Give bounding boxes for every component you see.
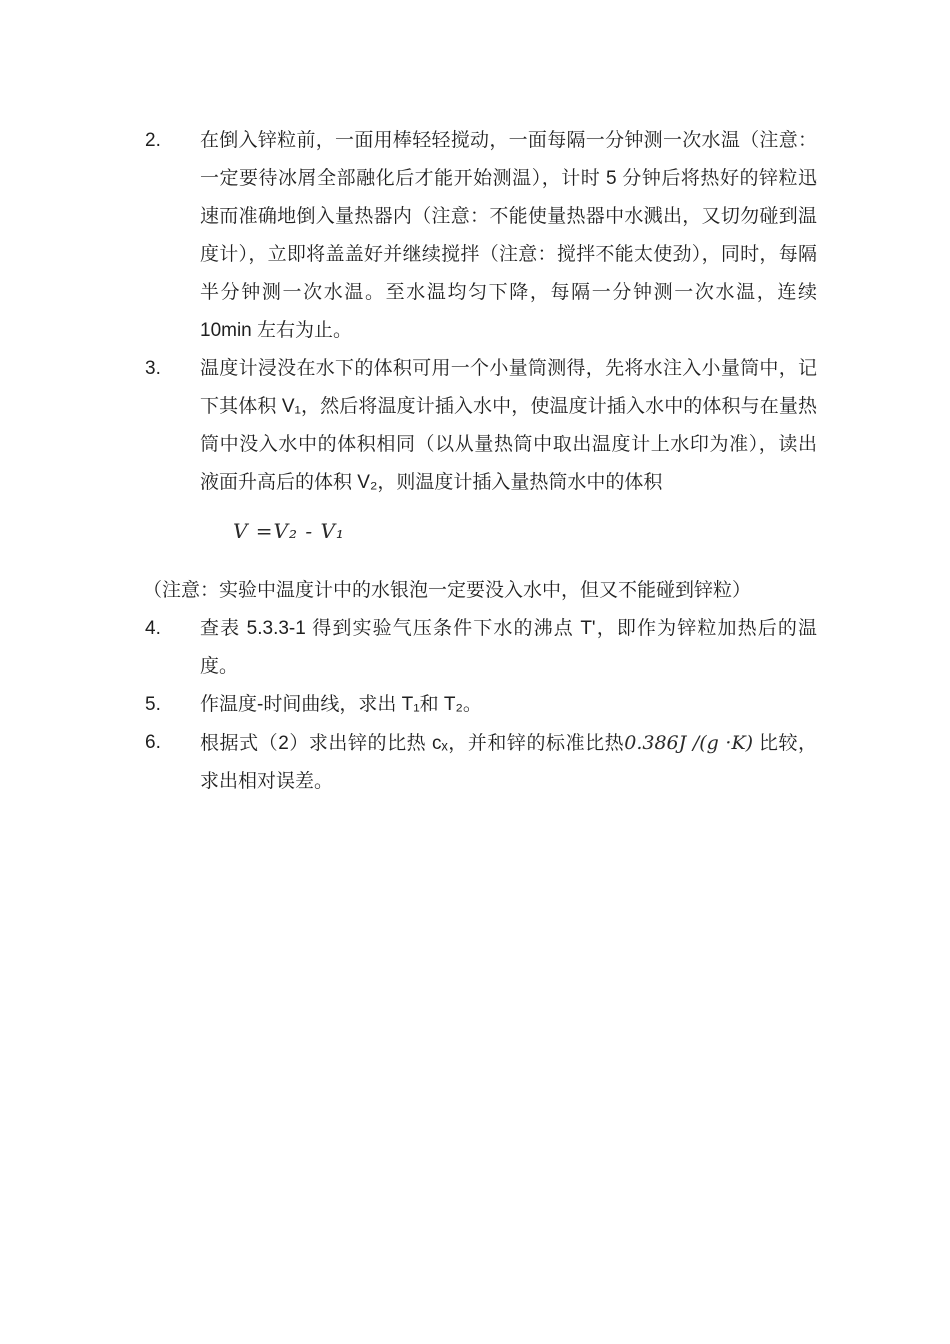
specific-heat-value: 0.386J /(g ·K) [624,732,754,754]
document-page [145,122,817,801]
list-item-text: 在倒入锌粒前，一面用棒轻轻搅动，一面每隔一分钟测一次水温（注意：一定要待冰屑全部融化后才能开始测温），计时 5 分钟后将热好的锌粒迅速而准确地倒入量热器内（注意：不能使量热器中水溅出，又切勿碰到温度计），立即将盖盖好并继续搅拌（注意：搅拌不能太使劲），同时，每隔半分钟测一次水温。至水温均匀下降，每隔一分钟测一次水温，连续 10min 左右为止。 [200,130,817,341]
list-item-text-after: 比较，求出相对误差。 [200,733,817,792]
list-item-number: 4. [145,618,161,639]
list-item-text: 温度计浸没在水下的体积可用一个小量筒测得，先将水注入小量筒中，记下其体积 V₁，然后将温度计插入水中，使温度计插入水中的体积与在量热筒中没入水中的体积相同（以从量热筒中取出温度计上水印为准），读出液面升高后的体积 V₂，则温度计插入量热筒水中的体积 [200,358,817,493]
volume-formula: V =V₂ - V₁ [233,519,345,543]
list-item-text: 作温度-时间曲线，求出 T₁和 T₂。 [200,694,482,715]
list-item-5 [145,686,817,724]
list-item-number: 5. [145,694,161,715]
list-item-text [200,724,817,801]
list-item-6 [145,724,817,801]
note-line: （注意：实验中温度计中的水银泡一定要没入水中，但又不能碰到锌粒） [143,580,752,601]
list-item-number: 3. [145,358,161,379]
list-item-text: 查表 5.3.3-1 得到实验气压条件下水的沸点 T'，即作为锌粒加热后的温度。 [200,618,817,677]
list-item-2 [145,122,817,350]
list-item-4 [145,610,817,686]
list-item-3 [145,350,817,502]
list-item-text-before: 根据式（2）求出锌的比热 cₓ，并和锌的标准比热 [200,733,625,754]
list-item-number: 6. [145,732,161,753]
list-item-number: 2. [145,130,161,151]
